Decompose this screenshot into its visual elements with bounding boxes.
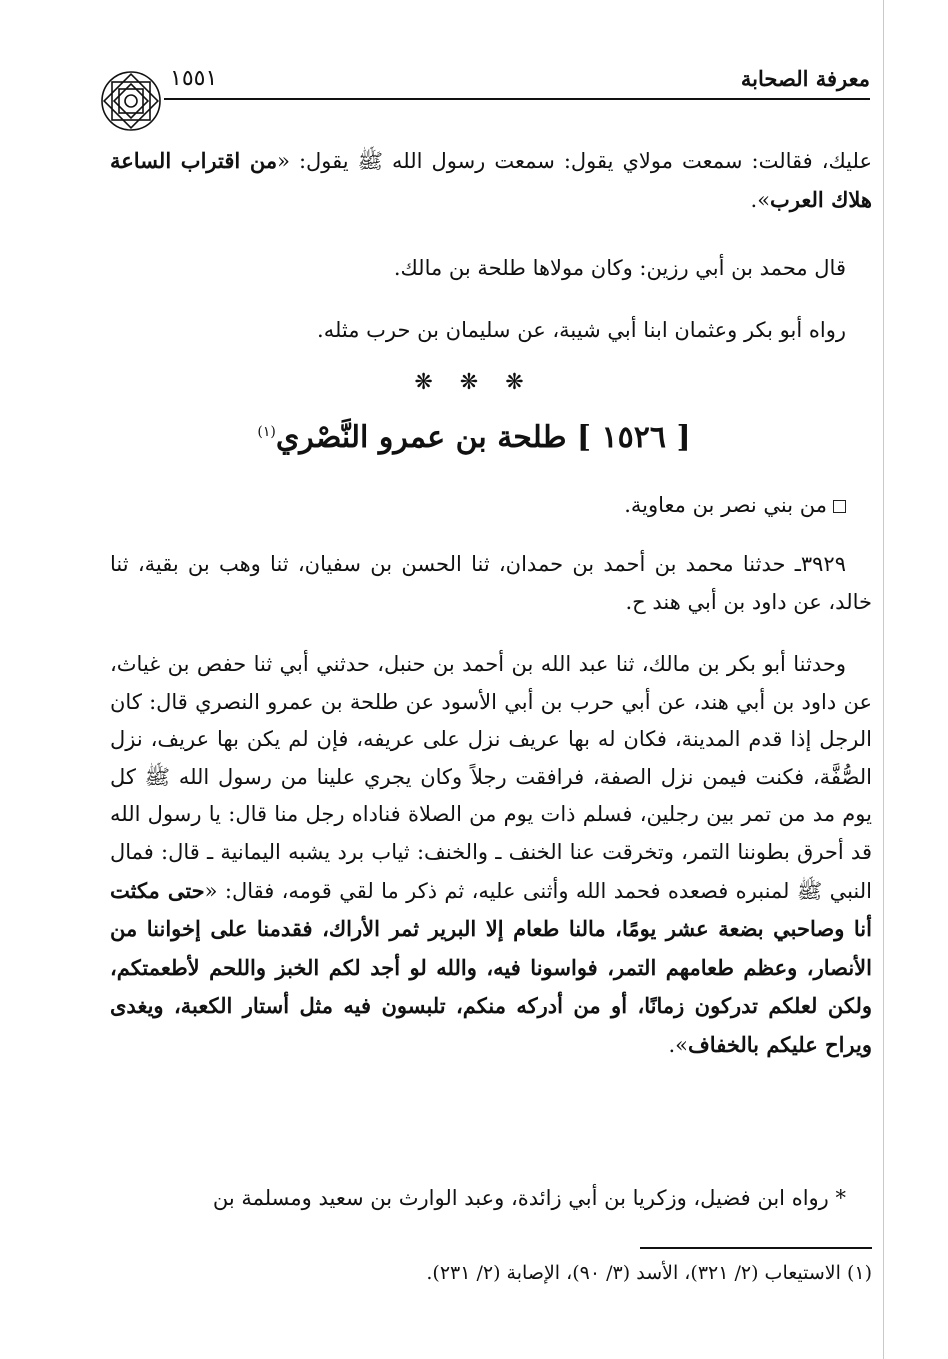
- main-hadith-paragraph: [110, 646, 872, 1065]
- entry-heading-text: [ ١٥٢٦ ] طلحة بن عمرو النَّصْري: [275, 420, 691, 455]
- quote-close: ».: [750, 187, 771, 212]
- footnote-rule: [640, 1247, 872, 1249]
- page-number: ١٥٥١: [170, 66, 218, 91]
- quote-close: ».: [668, 1032, 689, 1057]
- running-title: معرفة الصحابة: [740, 66, 870, 91]
- bullet-box-icon: [833, 500, 846, 513]
- hadith-quote-bold: من اقتراب الساعة هلاك العرب: [110, 148, 872, 212]
- footnote-marker: (١): [257, 424, 276, 440]
- page-edge-line: [883, 0, 884, 1359]
- header-rule: [164, 98, 870, 100]
- ornament-icon: [98, 68, 164, 134]
- narration-chain-line: * رواه ابن فضيل، وزكريا بن أبي زائدة، وعبد الوارث بن سعيد ومسلمة بن: [212, 1186, 846, 1210]
- narrator-note: قال محمد بن أبي رزين: وكان مولاها طلحة بن مالك.: [393, 256, 846, 280]
- hadith-3929: ٣٩٢٩ـ حدثنا محمد بن أحمد بن حمدان، ثنا الحسن بن سفيان، ثنا وهب بن بقية، ثنا خالد، عن داود بن أبي هند ح.: [110, 552, 872, 614]
- section-separator: ❋ ❋ ❋: [414, 370, 534, 395]
- prophet-speech-bold: حتى مكثت أنا وصاحبي بضعة عشر يومًا، مالنا طعام إلا البرير ثمر الأراك، فقدمنا على إخواننا من الأنصار، وعظم طعامهم التمر، فواسونا فيه، والله لو أجد لكم الخبز واللحم لأطعمتكم، ولكن لعلكم تدركون زمانًا، أو من أدركه منكم، تلبسون فيه مثل أستار الكعبة، ويغدى ويراح عليكم بالخفاف: [110, 877, 872, 1057]
- footnote: (١) الاستيعاب (٢/ ٣٢١)، الأسد (٣/ ٩٠)، الإصابة (٢/ ٢٣١).: [426, 1262, 872, 1284]
- tribe-line: من بني نصر بن معاوية.: [110, 487, 872, 525]
- page-header: [100, 62, 870, 102]
- entry-heading: [0, 420, 948, 455]
- continuation-paragraph: [110, 142, 872, 219]
- main-hadith-text: وحدثنا أبو بكر بن مالك، ثنا عبد الله بن أحمد بن حنبل، حدثني أبي ثنا حفص بن غياث، عن داود بن أبي هند، عن أبي حرب بن أبي الأسود عن طلحة بن عمرو النصري قال: كان الرجل إذا قدم المدينة، فكان له بها عريف نزل على عريفه، فإن لم يكن بها عريف، نزل الصُّفَّة، فكنت فيمن نزل الصفة، فرافقت رجلاً وكان يجري علينا من رسول الله ﷺ كل يوم مد من تمر بين رجلين، فسلم ذات يوم من الصلاة فناداه رجل منا قال: يا رسول الله قد أحرق بطوننا التمر، وتخرقت عنا الخنف ـ والخنف: ثياب برد يشبه اليمانية ـ قال: فمال النبي ﷺ لمنبره فصعده فحمد الله وأثنى عليه، ثم ذكر ما لقي قومه، فقال: «: [110, 652, 872, 903]
- continuation-text: عليك، فقالت: سمعت مولاي يقول: سمعت رسول الله ﷺ يقول: «: [277, 149, 872, 173]
- transmission-note: رواه أبو بكر وعثمان ابنا أبي شيبة، عن سليمان بن حرب مثله.: [317, 318, 846, 342]
